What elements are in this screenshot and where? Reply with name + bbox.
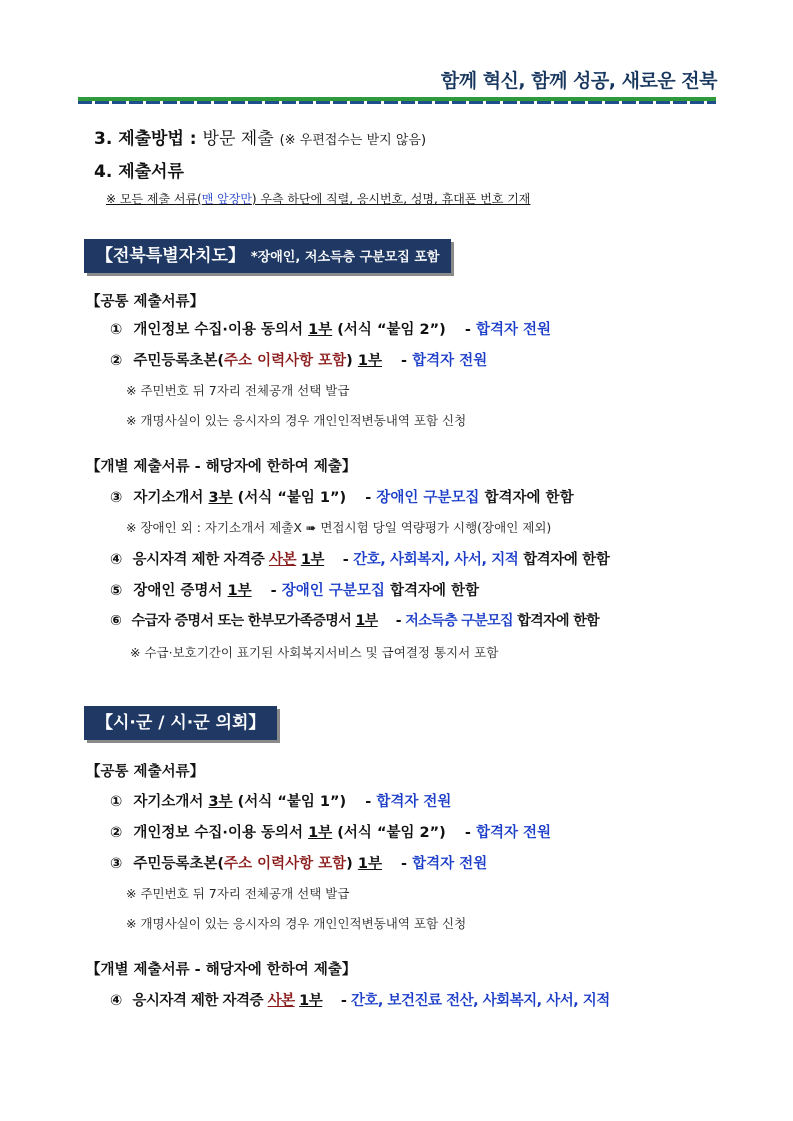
item-name-highlight: 주소 이력사항 포함 bbox=[224, 353, 347, 369]
item-target: 합격자 전원 bbox=[412, 353, 488, 369]
item-number: ⑥ bbox=[110, 613, 122, 629]
section-4-note-suffix: ) 우측 하단에 직렬, 응시번호, 성명, 휴대폰 번호 기재 bbox=[251, 192, 531, 206]
item-qty: 1부 bbox=[355, 613, 378, 629]
jeonbuk-banner bbox=[84, 239, 451, 273]
sigun-individual-heading: 【개별 제출서류 - 해당자에 한하여 제출】 bbox=[86, 962, 357, 978]
jeonbuk-individual-item-6 bbox=[110, 610, 599, 630]
item-dash: - bbox=[342, 552, 349, 568]
item-form: (서식 “붙임 1”) bbox=[237, 794, 347, 810]
item-dash: - bbox=[270, 583, 277, 599]
item-name: 장애인 증명서 bbox=[133, 583, 223, 599]
header-slogan: 함께 혁신, 함께 성공, 새로운 전북 bbox=[440, 70, 717, 92]
header-rule-dashed bbox=[78, 101, 716, 104]
item-target: 합격자 전원 bbox=[475, 825, 552, 841]
item-dash: - bbox=[365, 794, 372, 810]
sigun-banner-title: 【시·군 / 시·군 의회】 bbox=[96, 713, 266, 733]
item-name: 자기소개서 bbox=[133, 794, 204, 810]
sigun-banner bbox=[84, 706, 277, 740]
item-dash: - bbox=[340, 993, 347, 1009]
jeonbuk-individual-item-4 bbox=[110, 548, 609, 569]
item-form: (서식 “붙임 2”) bbox=[337, 825, 446, 841]
section-3-method: 방문 제출 bbox=[202, 129, 274, 149]
section-4-title: 4. 제출서류 bbox=[94, 162, 184, 182]
item-number: ④ bbox=[110, 993, 122, 1009]
item-copy: 사본 bbox=[268, 552, 297, 568]
item-name: 개인정보 수집·이용 동의서 bbox=[133, 825, 304, 841]
item-qty: 1부 bbox=[300, 552, 325, 568]
item-dash: - bbox=[401, 353, 408, 369]
item-dash: - bbox=[464, 825, 471, 841]
section-4-note bbox=[106, 190, 530, 207]
jeonbuk-item-6-note: ※ 수급·보호기간이 표기된 사회복지서비스 및 급여결정 통지서 포함 bbox=[130, 645, 499, 660]
jeonbuk-common-note-2: ※ 개명사실이 있는 응시자의 경우 개인인적변동내역 포함 신청 bbox=[126, 413, 467, 428]
item-suffix: 합격자에 한함 bbox=[523, 552, 610, 568]
item-target: 합격자 전원 bbox=[376, 794, 452, 810]
jeonbuk-common-heading: 【공통 제출서류】 bbox=[86, 294, 205, 310]
item-qty: 1부 bbox=[357, 353, 382, 369]
item-form: (서식 “붙임 2”) bbox=[337, 322, 446, 338]
jeonbuk-individual-item-5 bbox=[110, 579, 479, 600]
item-qty: 1부 bbox=[357, 856, 382, 872]
sigun-individual-item-4 bbox=[110, 989, 610, 1010]
sigun-common-note-2: ※ 개명사실이 있는 응시자의 경우 개인인적변동내역 포함 신청 bbox=[126, 916, 467, 931]
item-number: ④ bbox=[110, 552, 122, 568]
jeonbuk-common-note-1: ※ 주민번호 뒤 7자리 전체공개 선택 발급 bbox=[126, 383, 350, 398]
section-4-note-highlight: 맨 앞장만 bbox=[201, 192, 252, 206]
item-name: 응시자격 제한 자격증 bbox=[132, 993, 264, 1009]
item-target: 간호, 보건진료 전산, 사회복지, 사서, 지적 bbox=[350, 993, 610, 1009]
sigun-common-heading: 【공통 제출서류】 bbox=[86, 764, 205, 780]
item-suffix: 합격자에 한함 bbox=[484, 490, 574, 506]
section-3-submission-method bbox=[94, 124, 426, 149]
item-number: ③ bbox=[110, 856, 123, 872]
item-number: ① bbox=[110, 322, 123, 338]
item-name: 수급자 증명서 또는 한부모가족증명서 bbox=[131, 613, 352, 629]
jeonbuk-common-item-1 bbox=[110, 318, 551, 339]
item-qty: 3부 bbox=[208, 794, 233, 810]
item-suffix: 합격자에 한함 bbox=[517, 613, 600, 629]
item-number: ② bbox=[110, 825, 123, 841]
item-dash: - bbox=[395, 613, 402, 629]
item-name: 주민등록초본( bbox=[133, 856, 225, 872]
item-name: 자기소개서 bbox=[133, 490, 204, 506]
jeonbuk-banner-title: 【전북특별자치도】 bbox=[96, 246, 245, 266]
item-name-close: ) bbox=[346, 856, 353, 872]
item-name-close: ) bbox=[346, 353, 353, 369]
item-qty: 1부 bbox=[308, 322, 333, 338]
item-target: 합격자 전원 bbox=[412, 856, 488, 872]
item-name: 응시자격 제한 자격증 bbox=[132, 552, 265, 568]
jeonbuk-item-3-note: ※ 장애인 외 : 자기소개서 제출X ➠ 면접시험 당일 역량평가 시행(장애인 제외) bbox=[126, 520, 552, 535]
item-dash: - bbox=[401, 856, 408, 872]
item-target: 저소득층 구분모집 bbox=[405, 613, 513, 629]
section-3-title: 3. 제출방법 : bbox=[94, 129, 197, 149]
sigun-common-item-1 bbox=[110, 790, 451, 811]
item-number: ③ bbox=[110, 490, 123, 506]
jeonbuk-individual-heading: 【개별 제출서류 - 해당자에 한하여 제출】 bbox=[86, 459, 357, 475]
section-3-note: (※ 우편접수는 받지 않음) bbox=[279, 133, 427, 148]
item-qty: 1부 bbox=[308, 825, 333, 841]
item-qty: 1부 bbox=[299, 993, 323, 1009]
item-suffix: 합격자에 한함 bbox=[389, 583, 480, 599]
item-name: 개인정보 수집·이용 동의서 bbox=[133, 322, 304, 338]
item-form: (서식 “붙임 1”) bbox=[237, 490, 347, 506]
item-target: 장애인 구분모집 bbox=[376, 490, 480, 506]
section-4-note-prefix: ※ 모든 제출 서류( bbox=[106, 192, 202, 206]
item-number: ② bbox=[110, 353, 123, 369]
item-target: 간호, 사회복지, 사서, 지적 bbox=[353, 552, 519, 568]
item-dash: - bbox=[365, 490, 372, 506]
sigun-common-item-2 bbox=[110, 821, 551, 842]
jeonbuk-common-item-2 bbox=[110, 349, 487, 370]
item-target: 장애인 구분모집 bbox=[281, 583, 385, 599]
item-copy: 사본 bbox=[267, 993, 295, 1009]
sigun-common-note-1: ※ 주민번호 뒤 7자리 전체공개 선택 발급 bbox=[126, 886, 350, 901]
item-name-highlight: 주소 이력사항 포함 bbox=[224, 856, 347, 872]
item-dash: - bbox=[464, 322, 471, 338]
item-target: 합격자 전원 bbox=[475, 322, 552, 338]
item-number: ① bbox=[110, 794, 123, 810]
jeonbuk-individual-item-3 bbox=[110, 486, 574, 507]
sigun-common-item-3 bbox=[110, 852, 487, 873]
item-name: 주민등록초본( bbox=[133, 353, 225, 369]
item-number: ⑤ bbox=[110, 583, 123, 599]
jeonbuk-banner-note: *장애인, 저소득층 구분모집 포함 bbox=[250, 250, 440, 265]
item-qty: 3부 bbox=[208, 490, 233, 506]
item-qty: 1부 bbox=[227, 583, 252, 599]
